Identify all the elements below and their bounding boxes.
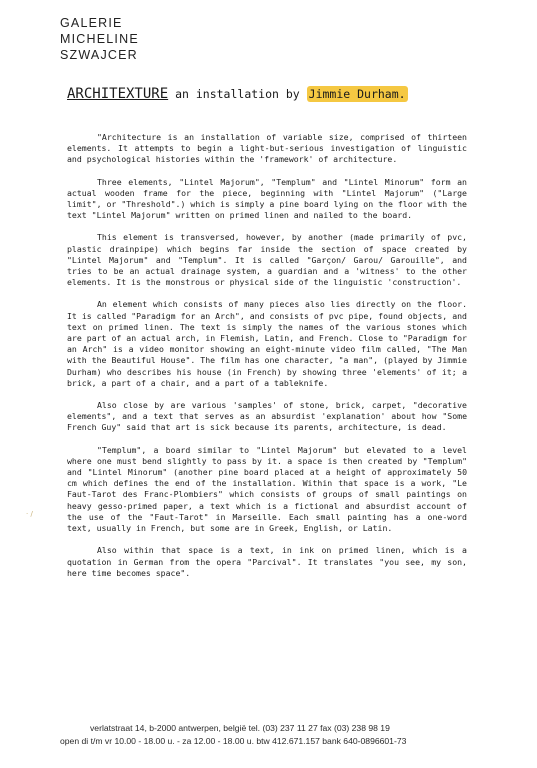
paragraph-2: Three elements, "Lintel Majorum", "Templum" and "Lintel Minorum" form an actual wooden frame for the piece, beginning with "Lintel Majorum" ("Large limit", or "Threshold".) which is simply a pine board lying on the floor with the text "Lintel Majorum" written on primed linen and nailed to the board. [67,176,467,221]
paragraph-1: "Architecture is an installation of variable size, comprised of thirteen elements. It attempts to begin a light-but-serious investigation of linguistic and psychological histories within the 'framework' of architecture. [67,132,467,165]
footer-address-line: verlatstraat 14, b-2000 antwerpen, belgië tel. (03) 237 11 27 fax (03) 238 98 19 [90,723,390,733]
letterhead-footer [60,722,480,747]
paragraph-3: This element is transversed, however, by another (made primarily of pvc, plastic drainpipe) which begins far inside the section of space created by "Lintel Majorum" and "Templum". It is called "Garçon/ Garou/ Garouille", and tries to be an actual drainage system, a guardian and a 'witness' to the other elements. It is the monstrous or physical side of the linguistic 'construction'. [67,232,467,288]
artist-name-highlighted: Jimmie Durham. [308,87,406,101]
letterhead-line-2: MICHELINE [60,32,139,46]
paragraph-4: An element which consists of many pieces also lies directly on the floor. It is called "Paradigm for an Arch", and consists of pvc pipe, found objects, and text on primed linen. The text is simply the names of the various stones which are part of an actual arch, in Flemish, Latin, and French. Close to "Paradigm for an Arch" is a video monitor showing an eight-minute video film called, "The Man with the Beautiful House". The film has one character, "a man", (played by Jimmie Durham) who describes his house (in French) by showing three 'elements' of it; a brick, a part of a chair, and a part of a tableknife. [67,299,467,388]
paragraph-5: Also close by are various 'samples' of stone, brick, carpet, "decorative elements", and a text that serves as an absurdist 'explanation' about how "Some French Guy" said that art is sick because its parents, architecture, is dead. [67,400,467,433]
paragraph-7: Also within that space is a text, in ink on primed linen, which is a quotation in German from the opera "Parcival". It translates "you see, my son, here time becomes space". [67,545,467,578]
document-title [67,86,408,102]
paragraph-6: "Templum", a board similar to "Lintel Majorum" but elevated to a level where one must bend slightly to pass by it. a space is then created by "Templum" and "Lintel Minorum" (another pine board placed at a height of approximately 50 cm which defines the end of the installation. Within that space is a work, "Le Faut-Tarot des Franc-Plombiers" which consists of groups of small paintings on heavy gesso-primed paper, a text which is a fictional and absurdist account of the use of the "Faut-Tarot" in Marseille. Each small painting has a one-word text, usually in French, but some are in Greek, English, or Latin. [67,444,467,534]
document-body [67,132,467,590]
footer-hours-line: open di t/m vr 10.00 - 18.00 u. - za 12.00 - 18.00 u. btw 412.671.157 bank 640-0896601-73 [60,735,407,746]
letterhead-line-3: SZWAJCER [60,48,138,62]
title-main: ARCHITEXTURE [67,86,169,102]
paper-mark: · / [26,510,33,518]
gallery-letterhead [60,15,139,63]
letterhead-line-1: GALERIE [60,16,123,30]
title-middle: an installation by [168,87,307,101]
